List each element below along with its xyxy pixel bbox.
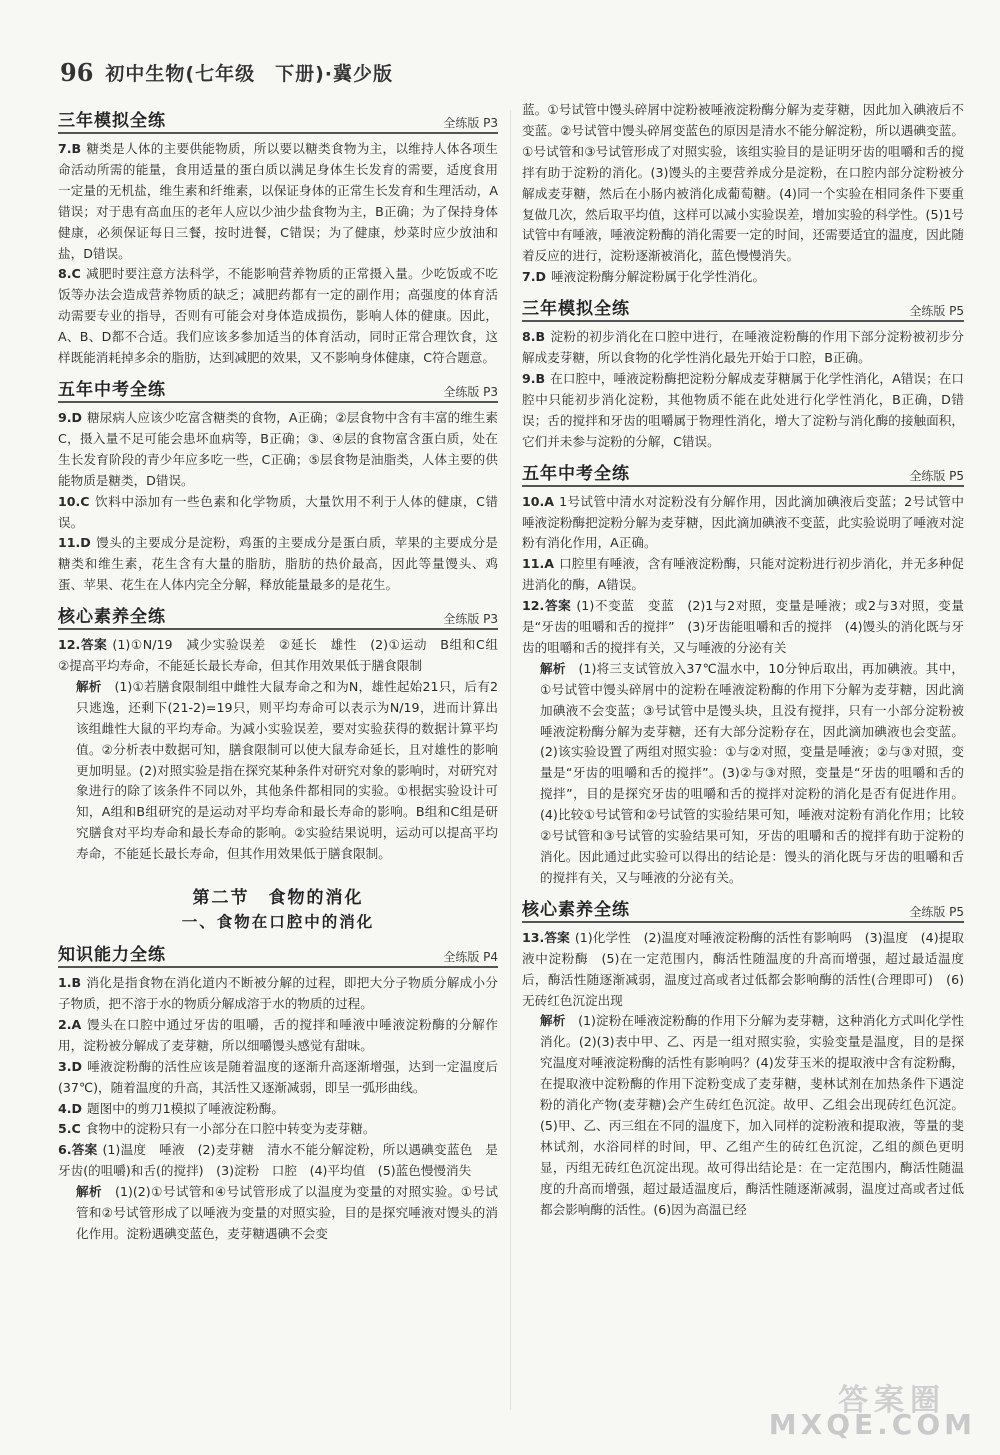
item-number: 8.B: [522, 329, 546, 345]
item-number: 11.D: [58, 535, 91, 551]
item-text: 1号试管中清水对淀粉没有分解作用，因此滴加碘液后变蓝；2号试管中唾液淀粉酶把淀粉分解为麦芽糖，因此滴加碘液不变蓝，此实验说明了唾液对淀粉有消化作用，A正确。: [522, 493, 964, 551]
right-column: [522, 100, 964, 1221]
answer-item: [522, 928, 964, 1012]
item-number: 3.D: [58, 1058, 83, 1074]
item-text: (1)①N/19 减少实验误差 ②延长 雄性 (2)①运动 B组和C组 ②提高平均寿命，不能延长最长寿命，但其作用效果低于膳食限制: [58, 637, 511, 674]
item-number: 6.答案: [58, 1142, 98, 1158]
answer-item: [58, 1140, 511, 1182]
item-number: 9.D: [58, 409, 83, 425]
watermark-url: MXQE.COM: [768, 1408, 976, 1441]
page-header: [60, 56, 393, 88]
section-header: [58, 940, 498, 968]
item-text: 口腔里有唾液，含有唾液淀粉酶，只能对淀粉进行初步消化，并无多种促进消化的酶，A错误。: [522, 556, 964, 593]
page-number: 96: [60, 57, 94, 87]
section-tag: 全练版 P3: [443, 612, 498, 627]
answer-item: [522, 554, 964, 596]
answer-item: [58, 1119, 498, 1140]
section-title: 五年中考全练: [58, 379, 166, 400]
item-text: 唾液淀粉酶分解淀粉属于化学性消化。: [551, 269, 766, 285]
item-number: 11.A: [522, 556, 555, 572]
analysis-label: 解析: [76, 678, 102, 694]
answer-item: [522, 327, 964, 369]
analysis-item: [522, 1011, 964, 1220]
section-header: [58, 602, 498, 630]
subchapter-title: 一、食物在口腔中的消化: [181, 913, 375, 932]
item-number: 12.答案: [522, 598, 572, 614]
item-number: 10.C: [58, 493, 90, 509]
answer-item: [58, 1057, 498, 1099]
item-number: 7.B: [58, 141, 82, 156]
answer-item: [58, 1099, 498, 1120]
item-text: 食物中的淀粉只有一小部分在口腔中转变为麦芽糖。: [85, 1121, 376, 1137]
item-number: 13.答案: [522, 929, 570, 945]
site-watermark: [766, 1375, 986, 1445]
item-number: 1.B: [58, 975, 82, 991]
item-number: 7.D: [522, 269, 547, 285]
chapter-title: 第二节 食物的消化: [192, 888, 364, 909]
answer-item: [58, 1015, 498, 1057]
book-title: 初中生物(七年级 下册)·冀少版: [105, 62, 393, 85]
column-divider: [510, 110, 511, 1410]
analysis-text: (1)淀粉在唾液淀粉酶的作用下分解为麦芽糖，这种消化方式叫化学性消化。(2)(3)表中甲、乙、丙是一组对照实验，实验变量是温度，目的是探究温度对唾液淀粉酶的活性有影响吗？(4)发芽玉米的提取液中含有淀粉酶，在提取液中淀粉酶的作用下淀粉变成了麦芽糖，斐林试剂在加热条件下遇淀粉的消化产物(麦芽糖)会产生砖红色沉淀。故甲、乙组会出现砖红色沉淀。(5)甲、乙、丙三组在不同的温度下，加入同样的淀粉液和提取液，等量的斐林试剂，水浴同样的时间，甲、乙组产生的砖红色沉淀，乙组的颜色更明显，丙组无砖红色沉淀出现。故可得出结论是：在一定范围内，酶活性随温度的升高而增强，超过最适温度后，酶活性随逐渐减弱，温度过高或者过低都会影响酶的活性。(6)因为高温已经: [540, 1013, 965, 1217]
continued-text: 蓝。①号试管中馒头碎屑中淀粉被唾液淀粉酶分解为麦芽糖，因此加入碘液后不变蓝。②号试管中馒头碎屑变蓝色的原因是清水不能分解淀粉，所以遇碘变蓝。①号试管和③号试管形成了对照实验，该组实验目的是证明牙齿的咀嚼和舌的搅拌有助于淀粉的消化。(3)馒头的主要营养成分是淀粉，在口腔内部分淀粉被分解成麦芽糖，然后在小肠内被消化成葡萄糖。(4)同一个实验在相同条件下要重复做几次，然后取平均值，这样可以减小实验误差，增加实验的科学性。(5)1号试管中有唾液，唾液淀粉酶的消化需要一定的时间，还需要适宜的温度，因此随着反应的进行，淀粉逐渐被消化，蓝色慢慢消失。: [522, 102, 964, 264]
section-title: 核心素养全练: [522, 899, 630, 920]
item-text: 题图中的剪刀1模拟了唾液淀粉酶。: [87, 1100, 284, 1116]
answer-item: [522, 492, 964, 555]
analysis-text: (1)将三支试管放入37℃温水中，10分钟后取出，再加碘液。其中，①号试管中馒头碎屑中的淀粉在唾液淀粉酶的作用下分解为麦芽糖，因此滴加碘液不会变蓝；③号试管中是馒头块，且没有搅拌，只有一小部分淀粉被唾液淀粉酶分解为麦芽糖，还有大部分淀粉存在，因此滴加碘液也会变蓝。(2)该实验设置了两组对照实验：①与②对照，变量是唾液；②与③对照，变量是“牙齿的咀嚼和舌的搅拌”。(3)②与③对照，变量是“牙齿的咀嚼和舌的搅拌”，目的是探究牙齿的咀嚼和舌的搅拌对淀粉的消化是否有促进作用。(4)比较①号试管和②号试管的实验结果可知，唾液对淀粉有消化作用；比较②号试管和③号试管的实验结果可知，牙齿的咀嚼和舌的搅拌有助于淀粉的消化。因此通过此实验可以得出的结论是：馒头的消化既与牙齿的咀嚼和舌的搅拌有关，又与唾液的分泌有关。: [540, 660, 965, 885]
section-tag: 全练版 P5: [909, 304, 964, 319]
analysis-label: 解析: [76, 1184, 103, 1200]
answer-item: [58, 973, 498, 1015]
answer-item: [58, 264, 498, 369]
section-header: [522, 294, 964, 322]
item-text: 在口腔中，唾液淀粉酶把淀粉分解成麦芽糖属于化学性消化，A错误；在口腔中只能初步消化淀粉，其他物质不能在此处进行化学性消化，B正确，D错误；舌的搅拌和牙齿的咀嚼属于物理性消化，增大了淀粉与消化酶的接触面积，它们并未参与淀粉的分解，C错误。: [522, 370, 964, 449]
section-tag: 全练版 P3: [443, 384, 498, 399]
item-number: 8.C: [58, 266, 81, 282]
section-header: [58, 375, 498, 403]
item-text: (1)不变蓝 变蓝 (2)1与2对照，变量是唾液；或2与3对照，变量是“牙齿的咀嚼和舌的搅拌” (3)牙齿能咀嚼和舌的搅拌 (4)馒头的消化既与牙齿的咀嚼和舌的搅拌有关，又与唾液的分泌有关: [522, 598, 964, 655]
answer-item: [522, 369, 964, 453]
left-column: [58, 100, 511, 1245]
section-tag: 全练版 P5: [909, 468, 964, 483]
item-text: 消化是指食物在消化道内不断被分解的过程，即把大分子物质分解成小分子物质，把不溶于水的物质分解成溶于水的物质的过程。: [58, 975, 498, 1011]
section-header: [58, 106, 498, 134]
analysis-label: 解析: [540, 660, 566, 676]
item-text: 馒头在口腔中通过牙齿的咀嚼，舌的搅拌和唾液中唾液淀粉酶的分解作用，淀粉被分解成了麦芽糖，所以细嚼馒头感觉有甜味。: [58, 1016, 498, 1053]
item-number: 10.A: [522, 493, 555, 509]
item-text: 减肥时要注意方法科学，不能影响营养物质的正常摄入量。少吃饭或不吃饭等办法会造成营养物质的缺乏；减肥药都有一定的副作用；高强度的体育活动需要专业的指导，否则有可能会对身体造成损伤，影响人体的健康。因此，A、B、D都不合适。我们应该多参加适当的体育活动，同时正常合理饮食，这样既能消耗掉多余的脂肪，达到减肥的效果，又不影响身体健康，C符合题意。: [58, 266, 498, 366]
section-header: [522, 459, 964, 487]
item-number: 12.答案: [58, 637, 108, 653]
section-title: 五年中考全练: [522, 463, 630, 484]
item-number: 9.B: [522, 370, 546, 386]
section-tag: 全练版 P5: [909, 904, 964, 919]
section-header: [522, 895, 964, 923]
section-tag: 全练版 P3: [443, 116, 498, 130]
answer-item: [522, 596, 964, 659]
answer-item: [522, 267, 964, 288]
answer-item: [58, 139, 498, 264]
analysis-label: 解析: [540, 1013, 566, 1029]
answer-item: [58, 635, 511, 677]
analysis-text: (1)(2)①号试管和④号试管形成了以温度为变量的对照实验。①号试管和②号试管形成了以唾液为变量的对照实验，目的是探究唾液对馒头的消化作用。淀粉遇碘变蓝色，麦芽糖遇碘不会变: [76, 1184, 498, 1241]
item-text: 淀粉的初步消化在口腔中进行，在唾液淀粉酶的作用下部分淀粉被初步分解成麦芽糖，所以食物的化学性消化最先开始于口腔，B正确。: [522, 329, 964, 366]
analysis-item: [58, 1182, 498, 1245]
section-title: 三年模拟全练: [58, 111, 166, 131]
item-text: (1)温度 唾液 (2)麦芽糖 清水不能分解淀粉，所以遇碘变蓝色 是 牙齿(的咀嚼)和舌(的搅拌) (3)淀粉 口腔 (4)平均值 (5)蓝色慢慢消失: [58, 1142, 511, 1179]
item-text: (1)化学性 (2)温度对唾液淀粉酶的活性有影响吗 (3)温度 (4)提取液中淀粉酶 (5)在一定范围内，酶活性随温度的升高而增强，超过最适温度后，酶活性随逐渐减弱，温度过高或者过低都会影响酶的活性(合理即可) (6)无砖红色沉淀出现: [522, 929, 965, 1008]
item-text: 糖尿病人应该少吃富含糖类的食物，A正确；②层食物中含有丰富的维生素C，摄入量不足可能会患坏血病等，B正确；③、④层的食物富含蛋白质，处在生长发育阶段的青少年应多吃一些，C正确；⑤层食物是油脂类，人体主要的供能物质是糖类，D错误。: [58, 409, 498, 488]
item-text: 饮料中添加有一些色素和化学物质，大量饮用不利于人体的健康，C错误。: [58, 493, 498, 530]
section-title: 核心素养全练: [58, 607, 166, 628]
answer-item: [58, 408, 498, 492]
item-number: 5.C: [58, 1121, 81, 1137]
analysis-text: (1)①若膳食限制组中雌性大鼠寿命之和为N，雄性起始21只，后有2只逃逸，还剩下(21-2)=19只，则平均寿命可以表示为N/19，进而计算出该组雌性大鼠的平均寿命。为减小实验误差，要对实验获得的数据计算平均值。②分析表中数据可知，膳食限制可以使大鼠寿命延长，且对雄性的影响更加明显。(2)对照实验是指在探究某种条件对研究对象的影响时，对研究对象进行的除了该条件不同以外，其他条件都相同的实验。①根据实验设计可知，A组和B组研究的是运动对平均寿命和最长寿命的影响。B组和C组是研究膳食对平均寿命和最长寿命的影响。②实验结果说明，运动可以提高平均寿命，不能延长最长寿命，但其作用效果低于膳食限制。: [76, 678, 499, 862]
item-text: 糖类是人体的主要供能物质，所以要以糖类食物为主，以维持人体各项生命活动所需的能量，食用适量的蛋白质以满足身体生长发育的需要，适度食用一定量的无机盐，维生素和纤维素，以保证身体的正常生长发育和生理活动，A错误；对于患有高血压的老年人应以少油少盐食物为主，B正确；为了保持身体健康，必须保证每日三餐，按时进餐，C错误；为了健康，炒菜时应少放油和盐，D错误。: [58, 141, 498, 261]
item-text: 唾液淀粉酶的活性应该是随着温度的逐渐升高逐渐增强，达到一定温度后(37℃)，随着温度的升高，其活性又逐渐减弱，即呈一弧形曲线。: [58, 1058, 498, 1095]
item-text: 馒头的主要成分是淀粉，鸡蛋的主要成分是蛋白质，苹果的主要成分是糖类和维生素，花生含有大量的脂肪，脂肪的热价最高，因此等量馒头、鸡蛋、苹果、花生在人体内完全分解，释放能量最多的是花生。: [58, 535, 498, 593]
section-tag: 全练版 P4: [443, 950, 498, 965]
answer-item: [58, 492, 498, 534]
watermark-logo-text: 答案圈: [838, 1383, 946, 1418]
analysis-item: [58, 677, 498, 865]
answer-item: [58, 533, 498, 596]
analysis-item: [522, 659, 964, 889]
item-number: 2.A: [58, 1016, 82, 1032]
section-title: 知识能力全练: [58, 945, 166, 966]
item-number: 4.D: [58, 1100, 83, 1116]
section-title: 三年模拟全练: [522, 299, 630, 320]
